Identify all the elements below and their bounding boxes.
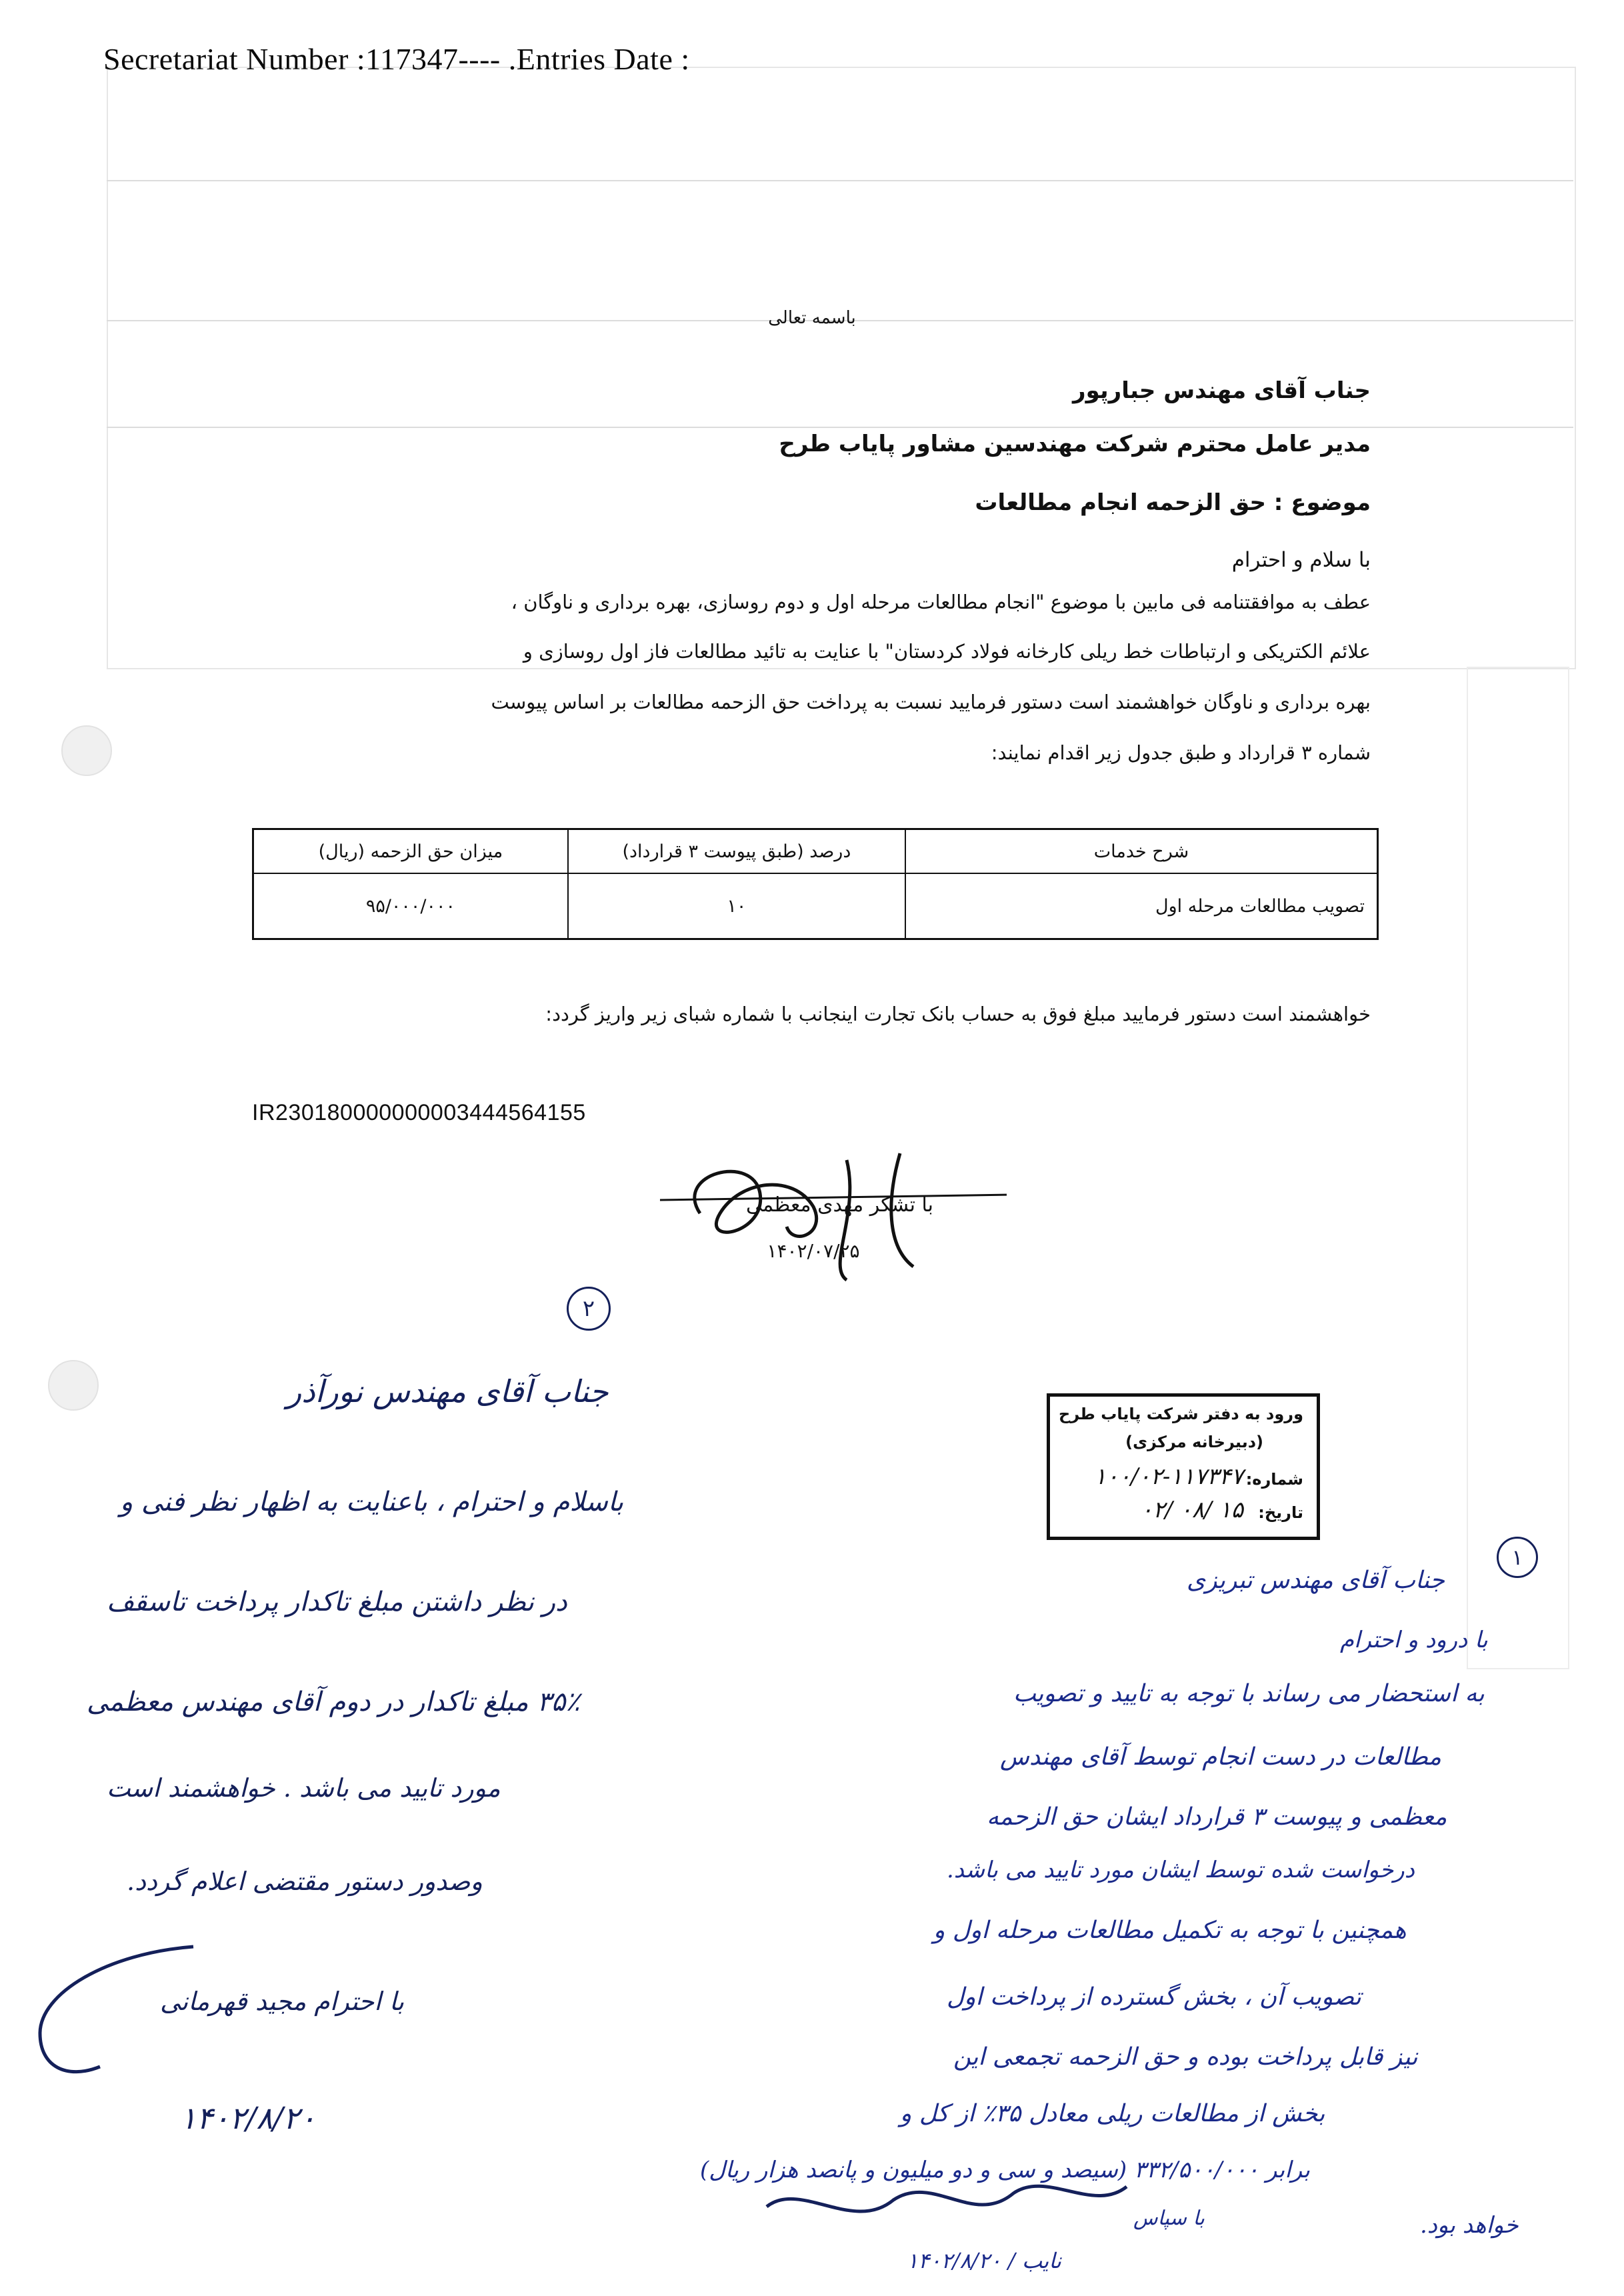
note-right-line: تصویب آن ، بخش گسترده از پرداخت اول	[947, 1983, 1361, 2011]
note-left-signature	[27, 1933, 200, 2100]
stamp-date-label: تاریخ:	[1258, 1503, 1303, 1522]
body-line-4: شماره ۳ قرارداد و طبق جدول زیر اقدام نمایند:	[991, 741, 1371, 764]
table-header-row	[253, 829, 1378, 874]
note-left-line: در نظر داشتن مبلغ تاکدار پرداخت تاسقف	[107, 1587, 567, 1617]
bleedthrough-table	[107, 67, 1576, 669]
note-right-line: درخواست شده توسط ایشان مورد تایید می باشد.	[947, 1857, 1415, 1883]
note-right-line: برابر ۳۳۲/۵۰۰/۰۰۰ (سیصد و سی و دو میلیون و پانصد هزار ریال)	[700, 2157, 1310, 2183]
note-left-line: باسلام و احترام ، باعنایت به اظهار نظر فنی و	[120, 1487, 624, 1517]
note-right-line: جناب آقای مهندس تبریزی	[1187, 1567, 1445, 1594]
iban: IR230180000000003444564155	[252, 1100, 586, 1125]
bleedthrough-column	[1467, 667, 1569, 1669]
note-right-sign: با سپاس	[1133, 2207, 1205, 2230]
signature-mark	[660, 1133, 1007, 1307]
note-right-line: خواهد بود.	[1420, 2212, 1519, 2239]
services-table	[252, 828, 1379, 940]
subject: موضوع : حق الزحمه انجام مطالعات	[975, 489, 1371, 516]
note-right-line: معظمی و پیوست ۳ قرارداد ایشان حق الزحمه	[987, 1803, 1447, 1831]
note-left-marker: ۲	[567, 1287, 611, 1331]
body-line-3: بهره برداری و ناوگان خواهشمند است دستور فرمایید نسبت به پرداخت حق الزحمه مطالعات بر اساس پیوست	[491, 691, 1371, 713]
note-left-sign: با احترام مجید قهرمانی	[160, 1987, 405, 2016]
invocation: باسمه تعالی	[768, 308, 856, 328]
stamp-date: ۱۵ /۰۸ /۰۲	[1140, 1497, 1243, 1523]
recipient-title: مدیر عامل محترم شرکت مهندسین مشاور پایاب طرح	[779, 431, 1371, 457]
table-cell: ۱۰	[568, 873, 905, 939]
note-right-line: با درود و احترام	[1340, 1627, 1488, 1653]
note-right-sign-date: نایب / ۱۴۰۲/۸/۲۰	[907, 2248, 1061, 2273]
signature-date: ۱۴۰۲/۰۷/۲۵	[767, 1240, 860, 1262]
note-left-date: ۱۴۰۲/۸/۲۰	[180, 2100, 316, 2136]
table-header-cell: شرح خدمات	[905, 829, 1378, 874]
punch-hole	[61, 725, 112, 776]
table-row	[253, 873, 1378, 939]
note-right-line: همچنین با توجه به تکمیل مطالعات مرحله اول و	[933, 1917, 1407, 1944]
punch-hole	[48, 1360, 99, 1411]
note-right-signature	[760, 2167, 1133, 2247]
note-right-line: به استحضار می رساند با توجه به تایید و تصویب	[1013, 1680, 1485, 1707]
note-left-line: وصدور دستور مقتضی اعلام گردد.	[127, 1867, 483, 1896]
note-left-line: ۳۵٪ مبلغ تاکدار در دوم آقای مهندس معظمی	[87, 1687, 580, 1717]
body-line-2: علائم الکتریکی و ارتباطات خط ریلی کارخانه فولاد کردستان" با عنایت به تائید مطالعات فاز اول روسازی و	[523, 640, 1371, 663]
stamp-subtitle: (دبیرخانه مرکزی)	[1125, 1433, 1263, 1451]
note-right-line: مطالعات در دست انجام توسط آقای مهندس	[1000, 1743, 1442, 1771]
secretariat-header: Secretariat Number :117347---- .Entries Date :	[103, 42, 690, 76]
table-cell: تصویب مطالعات مرحله اول	[905, 873, 1378, 939]
stamp-number-label: شماره:	[1245, 1470, 1303, 1489]
note-right-marker: ۱	[1497, 1537, 1538, 1578]
closing-signature: با تشکر مهدی معظمی	[746, 1193, 933, 1217]
incoming-stamp	[1047, 1393, 1320, 1540]
table-header-cell: میزان حق الزحمه (ریال)	[253, 829, 568, 874]
table-cell: ۹۵/۰۰۰/۰۰۰	[253, 873, 568, 939]
bleedthrough-line	[107, 180, 1573, 181]
table-header-cell: درصد (طبق پیوست ۳ قرارداد)	[568, 829, 905, 874]
stamp-title: ورود به دفتر شرکت پایاب طرح	[1059, 1405, 1303, 1423]
greeting: با سلام و احترام	[1231, 548, 1371, 572]
recipient-name: جناب آقای مهندس جبارپور	[1073, 377, 1371, 404]
note-right-line: بخش از مطالعات ریلی معادل ۳۵٪ از کل و	[900, 2100, 1325, 2127]
bleedthrough-line	[107, 427, 1573, 428]
payment-request: خواهشمند است دستور فرمایید مبلغ فوق به حساب بانک تجارت اینجانب با شماره شبای زیر واریز گردد:	[545, 1003, 1371, 1025]
stamp-number: ۱۰۰/۰۲-۱۱۷۳۴۷	[1094, 1463, 1243, 1490]
note-left-line: جناب آقای مهندس نورآذر	[287, 1373, 609, 1409]
body-line-1: عطف به موافقتنامه فی مابین با موضوع "انجام مطالعات مرحله اول و دوم روسازی، بهره برداری و ناوگان ،	[511, 591, 1371, 613]
note-left-line: مورد تایید می باشد . خواهشمند است	[107, 1773, 501, 1803]
note-right-line: نیز قابل پرداخت بوده و حق الزحمه تجمعی این	[953, 2043, 1418, 2071]
